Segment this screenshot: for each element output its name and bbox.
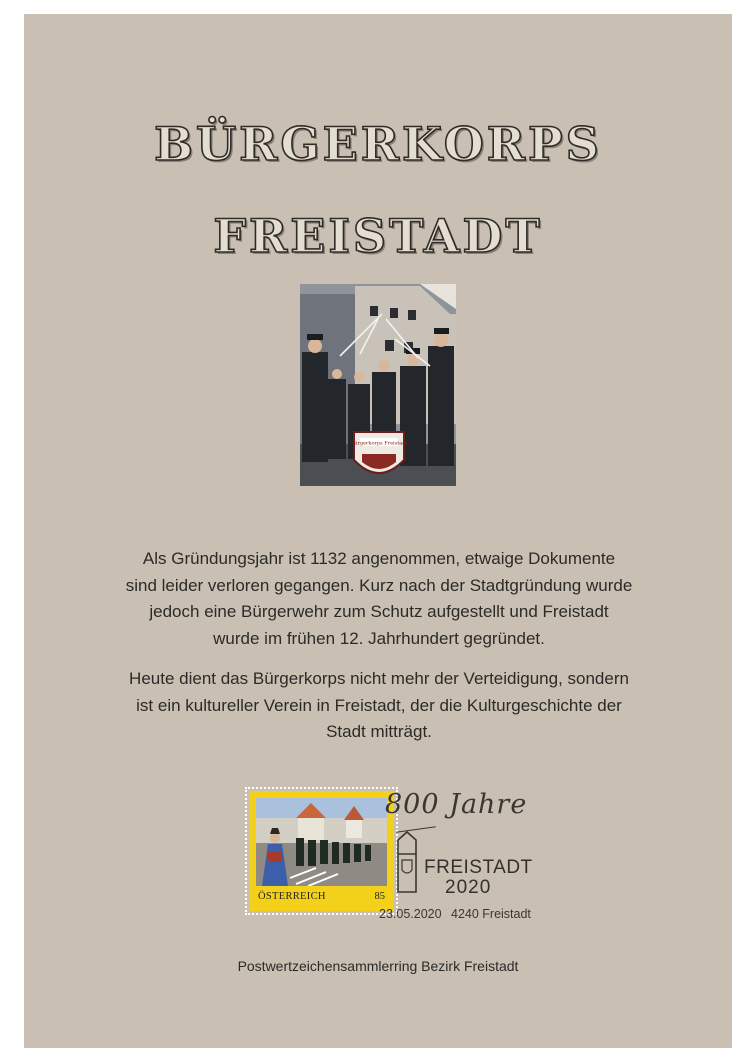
title-line-1: BÜRGERKORPS: [154, 117, 602, 171]
paragraph-1-line: jedoch eine Bürgerwehr zum Schutz aufgestellt und Freistadt: [149, 602, 609, 622]
postmark-year: 2020: [445, 877, 492, 898]
paragraph-1-line: wurde im frühen 12. Jahrhundert gegründet.: [213, 628, 545, 648]
document-sheet: [24, 14, 732, 1048]
shield-label: Bürgerkorps Freistadt: [350, 440, 408, 447]
stamp-value: 85: [374, 891, 385, 902]
stamp-footer: [256, 888, 387, 906]
group-photo: [300, 284, 456, 486]
postmark-city: FREISTADT: [424, 857, 533, 878]
paragraph-2: [74, 666, 684, 746]
title-line-2: FREISTADT: [213, 209, 543, 263]
paragraph-1-line: sind leider verloren gegangen. Kurz nach der Stadtgründung wurde: [125, 575, 633, 595]
postmark-date: 23.05.2020: [379, 907, 442, 921]
postage-stamp: [249, 791, 394, 911]
paragraph-1-line: Als Gründungsjahr ist 1132 angenommen, etwaige Dokumente: [142, 549, 616, 568]
stamp-image: [256, 798, 387, 886]
paragraph-2-line: Stadt mitträgt.: [326, 722, 432, 742]
stamp-parade-illustration: [256, 798, 387, 886]
paragraph-1: [74, 546, 684, 652]
postmark-place: 4240 Freistadt: [451, 907, 531, 921]
footer-organization: Postwertzeichensammlerring Bezirk Freistadt: [237, 958, 519, 974]
postmark-jahre: 800 Jahre: [385, 789, 528, 820]
group-photo-illustration: [300, 284, 456, 486]
tower-icon: [396, 830, 418, 898]
paragraph-2-line: Heute dient das Bürgerkorps nicht mehr der Verteidigung, sondern: [129, 669, 629, 688]
paragraph-2-line: ist ein kultureller Verein in Freistadt, der die Kulturgeschichte der: [136, 695, 622, 715]
stamp-country: ÖSTERREICH: [258, 891, 326, 902]
